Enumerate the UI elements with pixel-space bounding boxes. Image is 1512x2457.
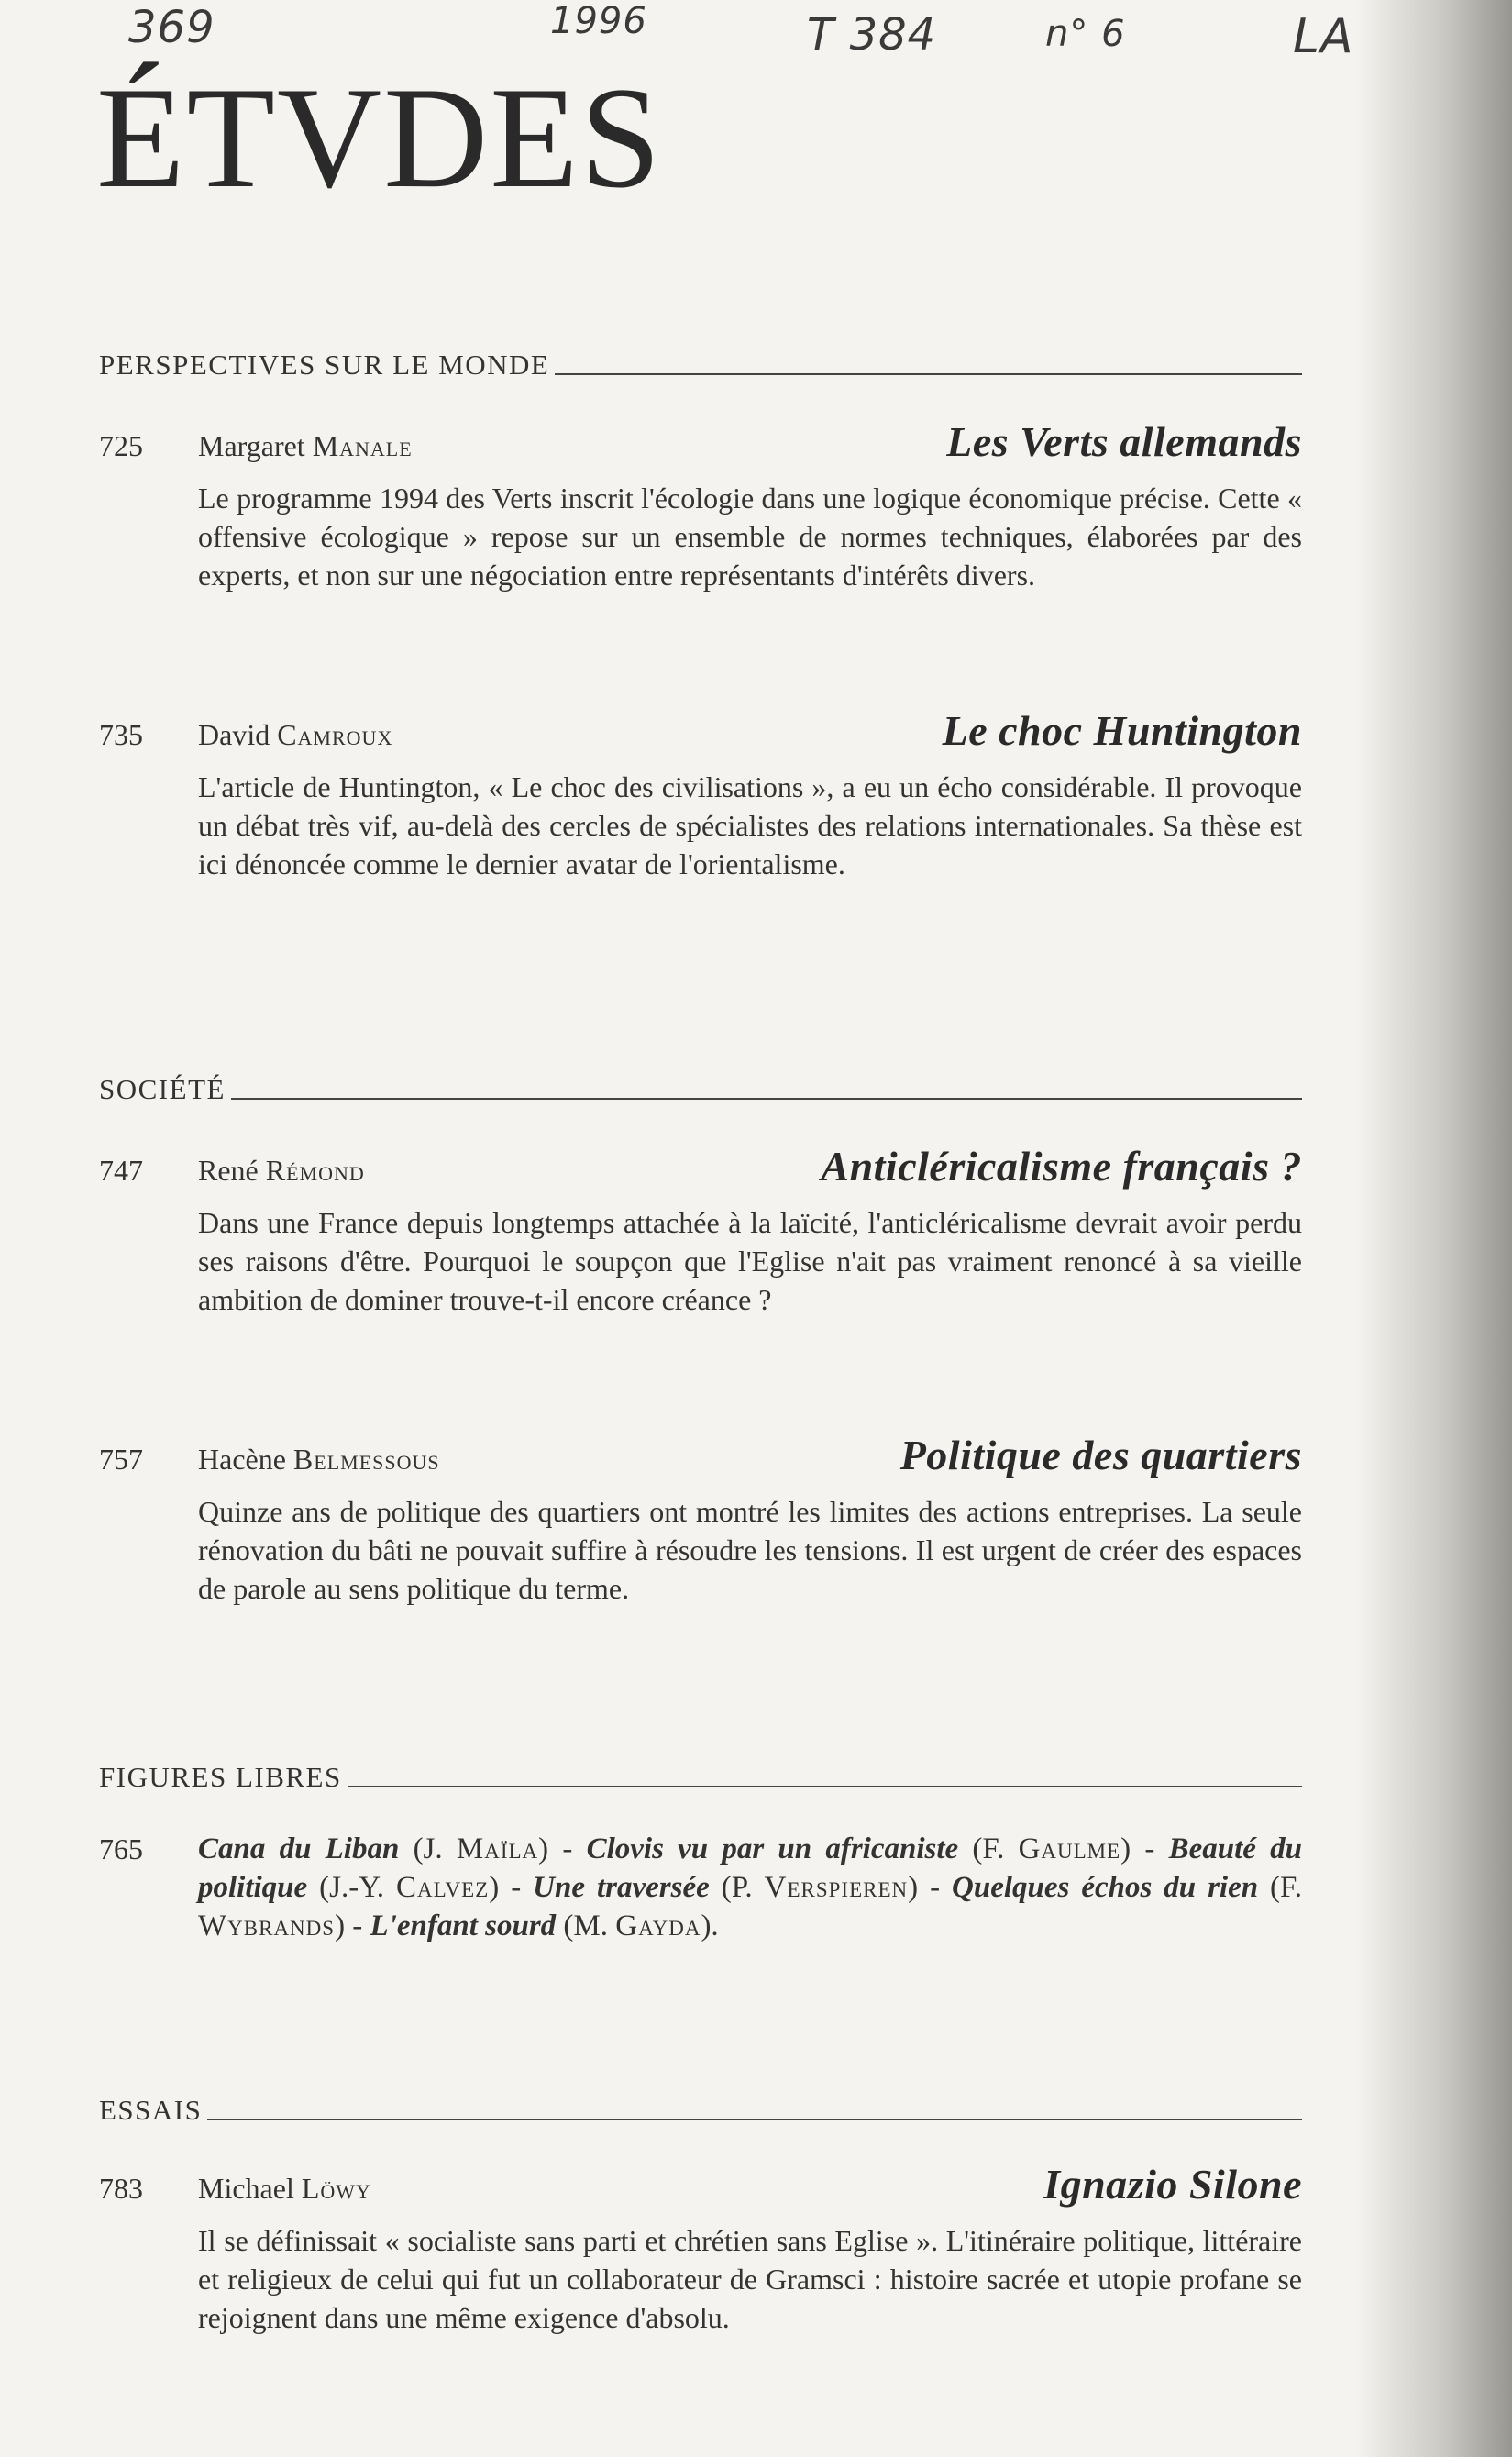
page-number: 765 [99,1832,143,1865]
author-name: Hacène Belmessous [198,1443,440,1476]
section-heading-essais [99,2094,1302,2127]
article-title: Cana du Liban [198,1832,400,1865]
article-title: Anticléricalisme français ? [821,1143,1302,1190]
article-title: Beauté du politique [198,1832,1302,1904]
section-heading-label: FIGURES LIBRES [99,1761,342,1793]
page-number: 757 [99,1443,143,1476]
article-title: Les Verts allemands [946,418,1302,465]
toc-entry-quartiers [99,1431,1302,1608]
figures-libres-list: Cana du Liban (J. Maïla) - Clovis vu par un africaniste (F. Gaulme) - Beauté du politique (J.-Y. Calvez) - Une traversée (P. Verspieren) - Quelques échos du rien (F. Wybrands) - L'enfant sourd (M. Gayda). [198,1832,1302,1942]
author-name: Gaulme [1018,1832,1121,1865]
section-rule [231,1098,1302,1100]
section-rule [207,2119,1302,2120]
article-title: Le choc Huntington [942,707,1302,754]
toc-entry-verts [99,417,1302,594]
article-summary: Il se définissait « socialiste sans parti et chrétien sans Eglise ». L'itinéraire politique, littéraire et religieux de celui qui fut un collaborateur de Gramsci : histoire sacrée et utopie profane se rejoignent dans une même exigence d'absolu. [198,2224,1302,2334]
toc-entry-huntington [99,706,1302,883]
page-number: 783 [99,2172,143,2205]
section-heading-societe [99,1073,1302,1106]
article-title: Ignazio Silone [1043,2161,1302,2208]
handwritten-note: T 384 [807,9,937,61]
toc-entry-anticlericalisme [99,1142,1302,1319]
section-rule [348,1786,1302,1787]
journal-masthead: ÉTVDES [96,58,663,218]
section-heading-figures-libres [99,1761,1302,1794]
author-name: Verspieren [764,1871,909,1904]
author-name: Michael Löwy [198,2172,371,2205]
section-heading-label: SOCIÉTÉ [99,1073,226,1105]
toc-entry-figures-libres [99,1830,1302,1945]
author-name: Wybrands [198,1909,336,1942]
article-title: Quelques échos du rien [952,1871,1259,1904]
section-heading-perspectives [99,349,1302,382]
article-title: Clovis vu par un africaniste [586,1832,959,1865]
author-name: Margaret Manale [198,429,413,462]
author-name: Calvez [396,1871,490,1904]
article-summary: Dans une France depuis longtemps attachée à la laïcité, l'anticléricalisme devrait avoir perdu ses raisons d'être. Pourquoi le soupçon que l'Eglise n'ait pas vraiment renoncé à sa vieille ambition de dominer trouve-t-il encore créance ? [198,1206,1302,1316]
page-number: 725 [99,429,143,462]
toc-entry-silone [99,2160,1302,2337]
article-title: Politique des quartiers [899,1432,1302,1478]
article-title: L'enfant sourd [370,1909,557,1942]
author-name: Maïla [456,1832,539,1865]
article-summary: Quinze ans de politique des quartiers ont montré les limites des actions entreprises. La seule rénovation du bâti ne pouvait suffire à résoudre les tensions. Il est urgent de créer des espaces de parole au sens politique du terme. [198,1495,1302,1605]
handwritten-note: n° 6 [1045,13,1126,55]
author-name: Gayda [615,1909,701,1942]
article-title: Une traversée [533,1871,710,1904]
section-heading-label: PERSPECTIVES SUR LE MONDE [99,349,550,381]
author-name: David Camroux [198,718,393,751]
section-heading-label: ESSAIS [99,2094,203,2126]
page-number: 735 [99,718,143,751]
handwritten-note: LA [1293,9,1354,64]
handwritten-note: 1996 [550,0,647,42]
section-rule [555,373,1302,375]
handwritten-note: 369 [128,2,215,53]
article-summary: L'article de Huntington, « Le choc des civilisations », a eu un écho considérable. Il provoque un débat très vif, au-delà des cercles de spécialistes des relations internationales. Sa thèse est ici dénoncée comme le dernier avatar de l'orientalisme. [198,770,1302,880]
scan-edge-shadow [1356,0,1512,2457]
page-number: 747 [99,1154,143,1187]
article-summary: Le programme 1994 des Verts inscrit l'écologie dans une logique économique précise. Cette « offensive écologique » repose sur un ensemble de normes techniques, élaborées par des experts, et non sur une négociation entre représentants d'intérêts divers. [198,481,1302,592]
author-name: René Rémond [198,1154,365,1187]
